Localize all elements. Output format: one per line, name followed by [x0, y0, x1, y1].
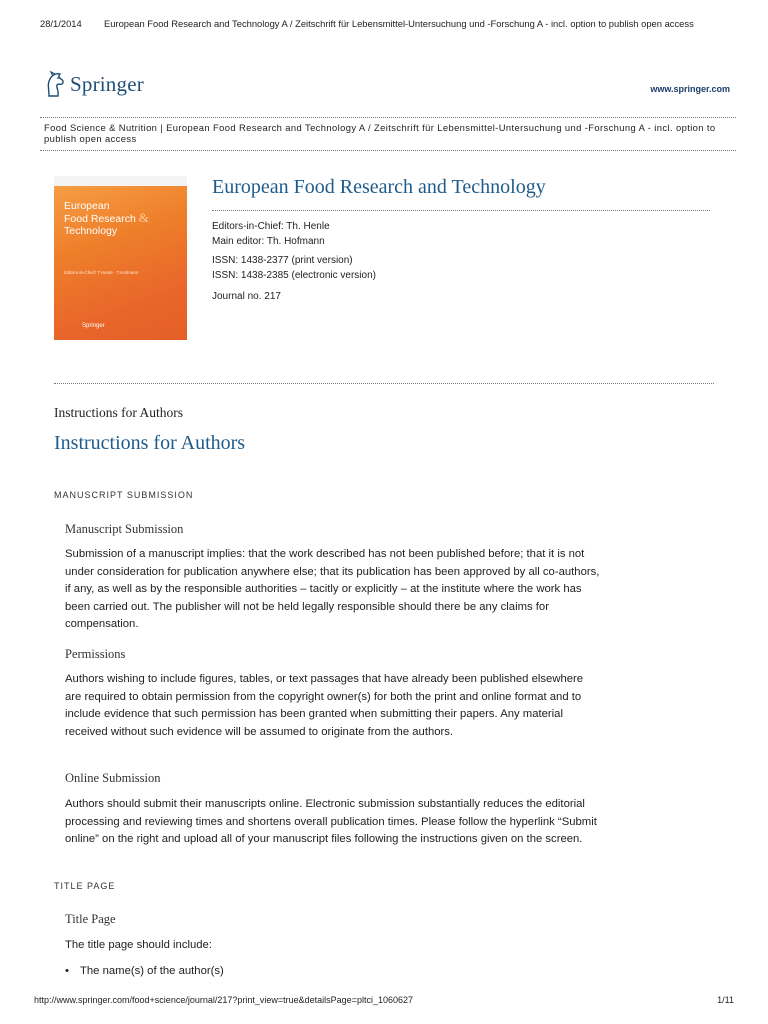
online-submission-text: Authors should submit their manuscripts online. Electronic submission substantially reduces the editorial processing and reviewing times and shortens overall publication times. Please follow the hyperlink “Submit online” on the right and upload all of your manuscript files following the instructions given on the screen.	[65, 798, 597, 845]
print-url: http://www.springer.com/food+science/journal/217?print_view=true&detailsPage=pltci_1060627	[34, 995, 413, 1005]
breadcrumb: Food Science & Nutrition | European Food Research and Technology A / Zeitschrift für Lebensmittel-Untersuchung und -Forschung A - incl. option to publish open access	[40, 117, 736, 151]
manuscript-submission-subheading: Manuscript Submission	[65, 522, 184, 536]
editors-in-chief: Editors-in-Chief: Th. Henle	[212, 221, 330, 232]
section-divider	[54, 383, 714, 384]
section-crumb-title: Instructions for Authors	[54, 405, 183, 420]
print-footer	[34, 995, 734, 1005]
title-page-subheading: Title Page	[65, 912, 116, 926]
brand-name: Springer	[70, 71, 144, 96]
cover-top-strip	[54, 176, 187, 186]
springer-logo[interactable]	[44, 70, 144, 98]
page-title: Instructions for Authors	[54, 432, 246, 454]
journal-number: Journal no. 217	[212, 291, 281, 302]
issn-electronic: ISSN: 1438-2385 (electronic version)	[212, 270, 376, 281]
online-submission-subheading: Online Submission	[65, 771, 161, 785]
title-page-heading: TITLE PAGE	[54, 881, 116, 891]
main-editor: Main editor: Th. Hofmann	[212, 236, 325, 247]
cover-editors: Editors-in-Chief: T.Henle · T.Hofmann	[64, 270, 139, 275]
cover-title-line-2: Food Research	[64, 213, 136, 225]
list-item	[65, 965, 224, 977]
journal-title: European Food Research and Technology	[212, 176, 546, 198]
cover-ampersand: &	[138, 210, 149, 225]
page-number: 1/11	[717, 995, 734, 1005]
bullet-icon: •	[65, 965, 69, 977]
manuscript-submission-heading: MANUSCRIPT SUBMISSION	[54, 490, 194, 500]
title-divider	[212, 210, 710, 211]
cover-title-line-1: European	[64, 200, 110, 212]
permissions-text: Authors wishing to include figures, tables, or text passages that have already been published elsewhere are required to obtain permission from the copyright owner(s) for both the print and online format and to include evidence that such permission has been granted when submitting their papers. Any material received without such evidence will be assumed to originate from the authors.	[65, 673, 584, 738]
springer-site-link[interactable]: www.springer.com	[650, 84, 730, 94]
cover-title	[64, 200, 182, 237]
springer-horse-icon	[44, 70, 66, 98]
permissions-subheading: Permissions	[65, 647, 126, 661]
title-page-text: The title page should include:	[65, 939, 212, 951]
journal-cover-image	[54, 176, 187, 340]
cover-title-line-3: Technology	[64, 225, 118, 237]
print-header	[40, 18, 740, 29]
print-page-title: European Food Research and Technology A / Zeitschrift für Lebensmittel-Untersuchung und -Forschung A - incl. option to publish open access	[104, 18, 694, 29]
cover-brand: Springer	[82, 323, 105, 329]
list-item-text: The name(s) of the author(s)	[80, 965, 224, 977]
manuscript-submission-text: Submission of a manuscript implies: that the work described has not been published before; that it is not under consideration for publication anywhere else; that its publication has been approved by all co-authors, if any, as well as by the responsible authorities – tacitly or explicitly – at the institute where the work has been carried out. The publisher will not be held legally responsible should there be any claims for compensation.	[65, 548, 600, 630]
print-date: 28/1/2014	[40, 18, 82, 29]
issn-print: ISSN: 1438-2377 (print version)	[212, 255, 353, 266]
